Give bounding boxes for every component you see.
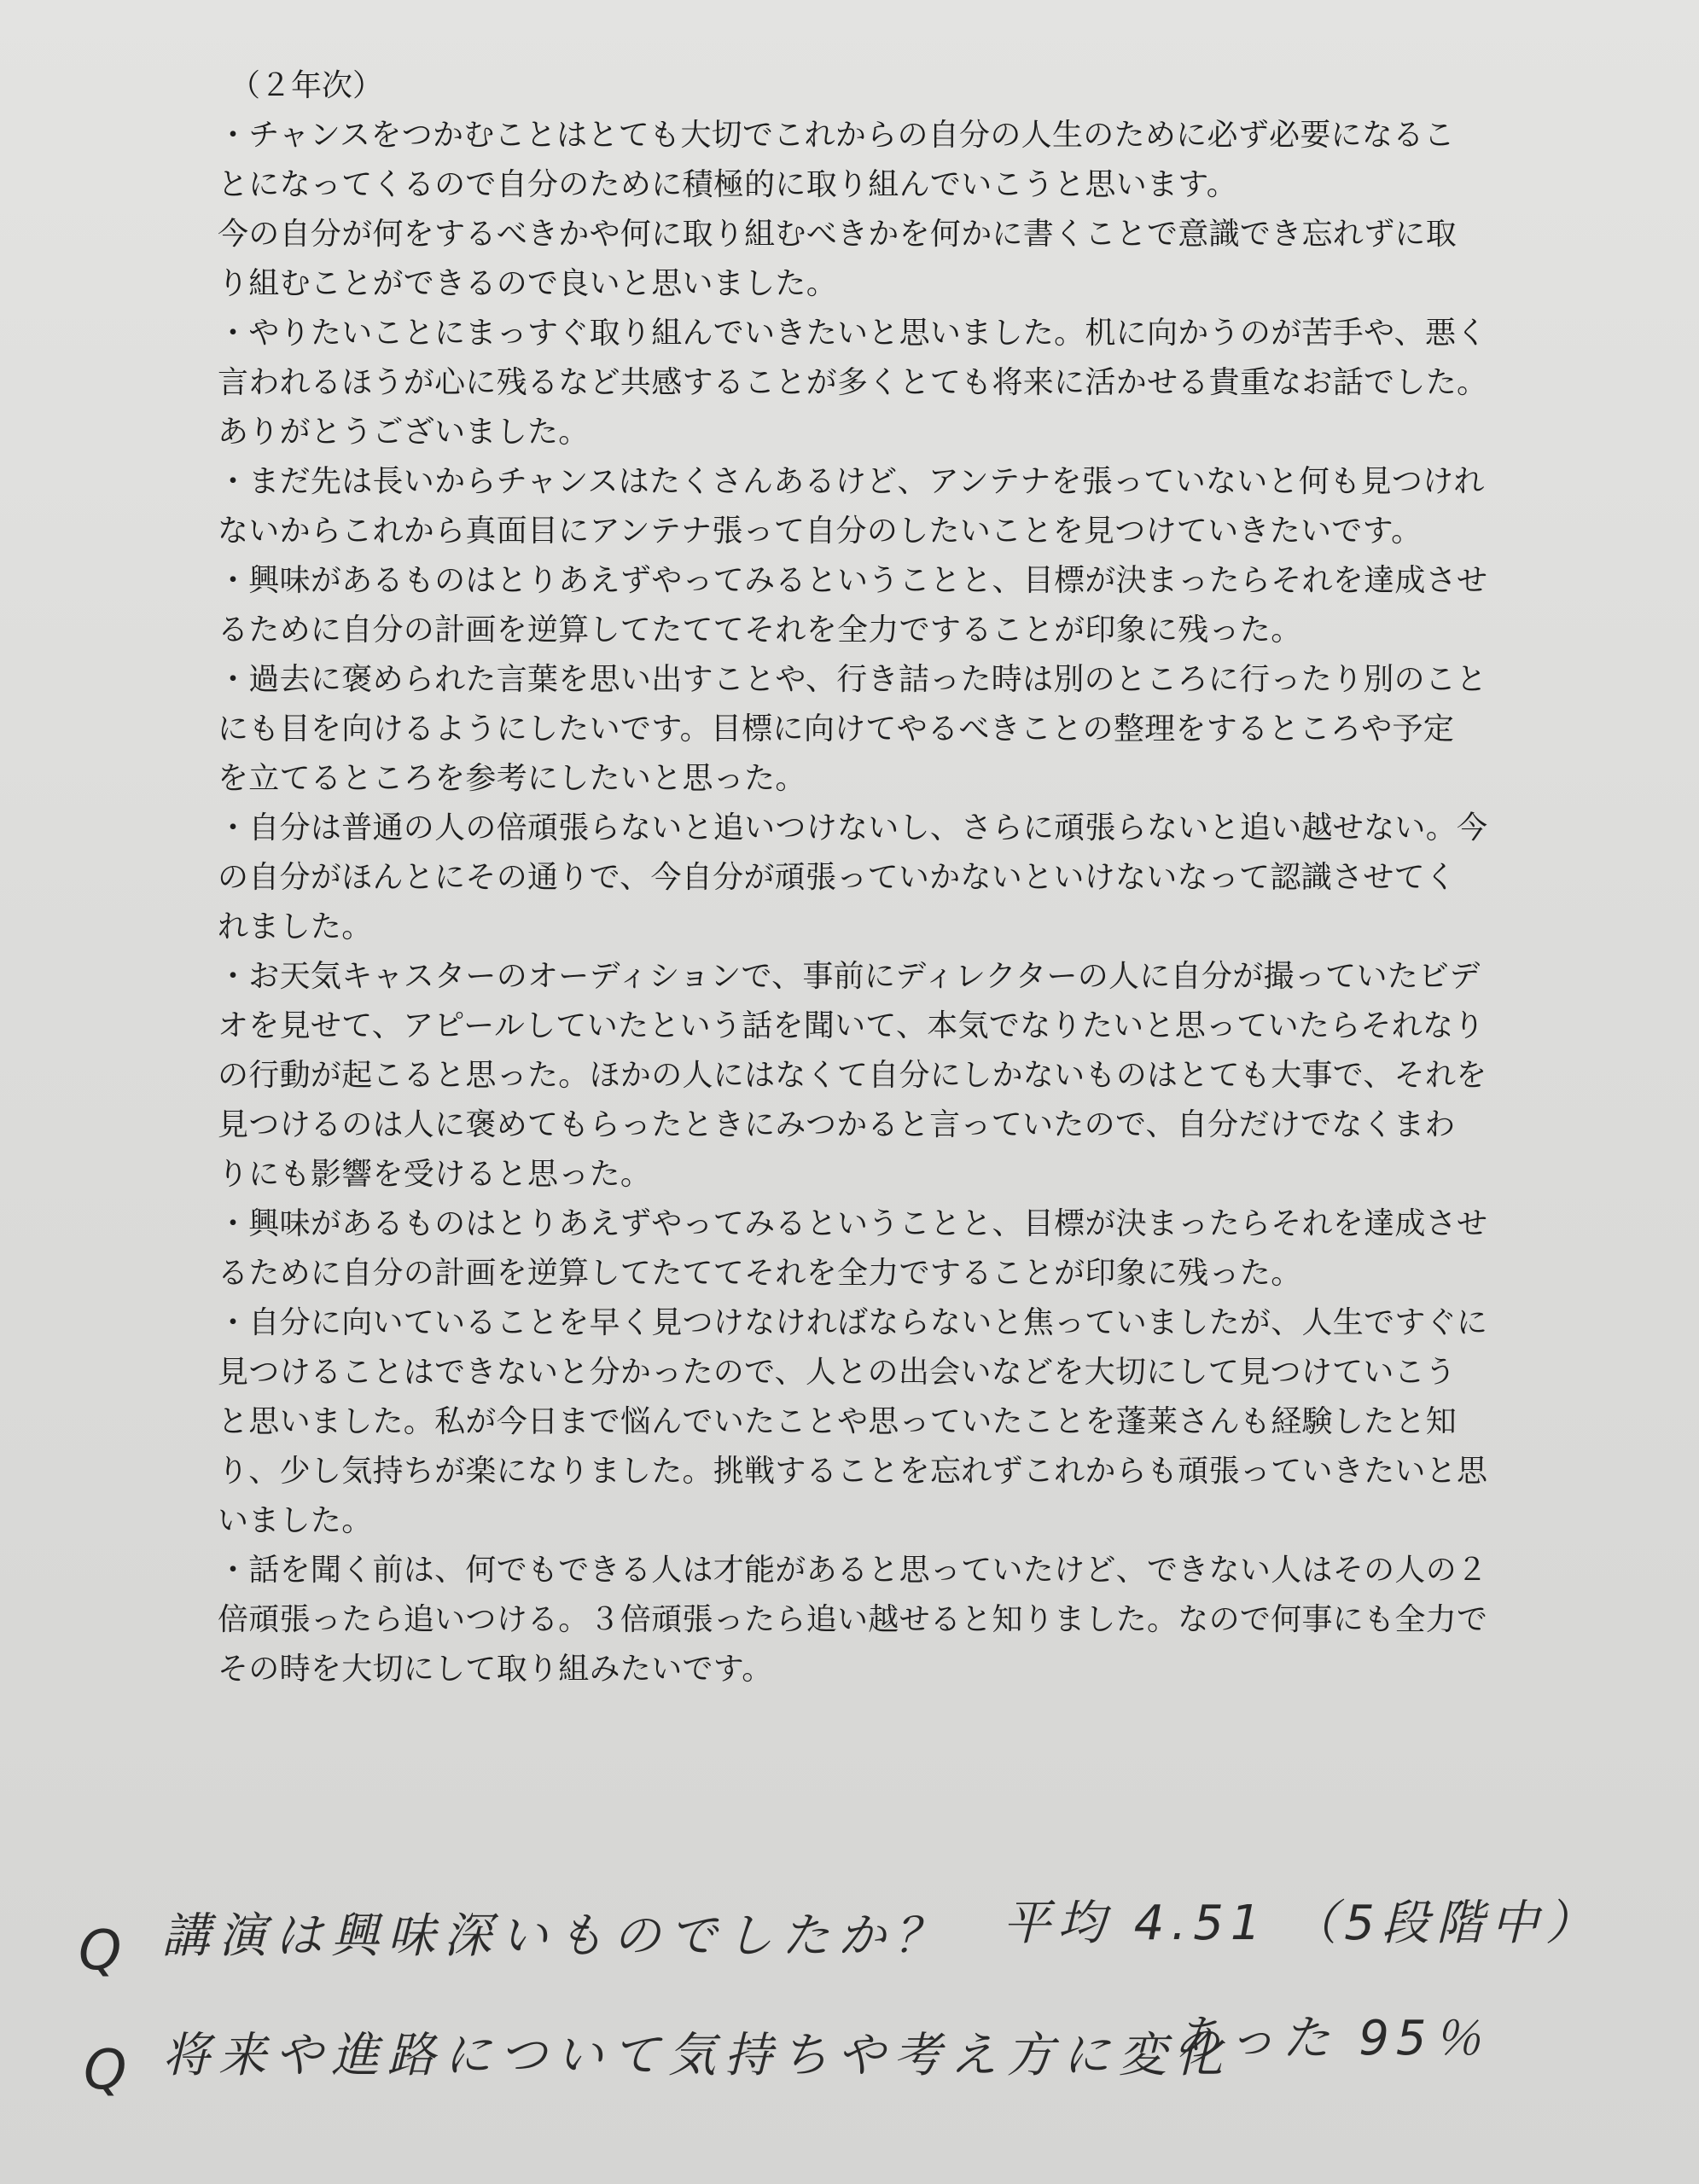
comment-line: を立てるところを参考にしたいと思った。: [218, 761, 806, 796]
section-heading: （２年次）: [230, 68, 384, 103]
comment-line: りにも影響を受けると思った。: [218, 1157, 652, 1192]
comment-line: にも目を向けるようにしたいです。目標に向けてやるべきことの整理をするところや予定: [218, 712, 1455, 746]
comment-line: り、少し気持ちが楽になりました。挑戦することを忘れずこれからも頑張っていきたいと思: [218, 1454, 1488, 1489]
comment-line: 今の自分が何をするべきかや何に取り組むべきかを何かに書くことで意識でき忘れずに取: [218, 217, 1457, 252]
handwritten-q1-mark: Q: [79, 1920, 122, 1983]
comment-line: るために自分の計画を逆算してたててそれを全力ですることが印象に残った。: [218, 1256, 1302, 1291]
comment-line: ・過去に褒められた言葉を思い出すことや、行き詰った時は別のところに行ったり別のこと: [218, 662, 1487, 697]
comment-line: 見つけることはできないと分かったので、人との出会いなどを大切にして見つけていこう: [218, 1355, 1457, 1390]
comment-line: 倍頑張ったら追いつける。３倍頑張ったら追い越せると知りました。なので何事にも全力で: [218, 1602, 1488, 1637]
comment-line: り組むことができるので良いと思いました。: [218, 266, 838, 301]
comment-line: とになってくるので自分のために積極的に取り組んでいこうと思います。: [218, 167, 1238, 202]
comment-line: ・話を聞く前は、何でもできる人は才能があると思っていたけど、できない人はその人の２: [218, 1553, 1488, 1588]
comment-line: オを見せて、アピールしていたという話を聞いて、本気でなりたいと思っていたらそれなり: [218, 1008, 1485, 1043]
comment-line: ・チャンスをつかむことはとても大切でこれからの自分の人生のために必ず必要になるこ: [218, 118, 1455, 153]
comment-line: の行動が起こると思った。ほかの人にはなくて自分にしかないものはとても大事で、それを: [218, 1058, 1487, 1093]
comment-line: 言われるほうが心に残るなど共感することが多くとても将来に活かせる貴重なお話でした。: [218, 365, 1488, 400]
comment-line: 見つけるのは人に褒めてもらったときにみつかると言っていたので、自分だけでなくまわ: [218, 1107, 1456, 1142]
comment-line: ・自分は普通の人の倍頑張らないと追いつけないし、さらに頑張らないと追い越せない。今: [218, 810, 1488, 845]
handwritten-q2-question: 将来や進路について気持ちや考え方に変化: [162, 2028, 1231, 2083]
comment-line: の自分がほんとにその通りで、今自分が頑張っていかないといけないなって認識させてく: [218, 860, 1457, 895]
handwritten-q2-mark: Q: [84, 2039, 127, 2102]
comment-line: ないからこれから真面目にアンテナ張って自分のしたいことを見つけていきたいです。: [218, 514, 1423, 549]
handwritten-q1-question: 講演は興味深いものでしたか？: [162, 1908, 951, 1964]
comment-line: ・やりたいことにまっすぐ取り組んでいきたいと思いました。机に向かうのが苦手や、悪く: [218, 316, 1487, 351]
comment-line: るために自分の計画を逆算してたててそれを全力ですることが印象に残った。: [218, 613, 1302, 648]
comment-line: その時を大切にして取り組みたいです。: [218, 1652, 773, 1687]
handwritten-q1-answer: 平均 4.51 （5段階中）: [1003, 1896, 1600, 1951]
comment-line: ありがとうございました。: [218, 415, 590, 450]
comment-line: ・まだ先は長いからチャンスはたくさんあるけど、アンテナを張っていないと何も見つけれ: [218, 464, 1485, 499]
comment-line: ・お天気キャスターのオーディションで、事前にディレクターの人に自分が撮っていたビデ: [218, 959, 1481, 994]
comment-line: ・興味があるものはとりあえずやってみるということと、目標が決まったらそれを達成させ: [218, 563, 1488, 598]
printed-comments: [218, 61, 1515, 1694]
comment-line: れました。: [218, 909, 373, 944]
comment-line: ・自分に向いていることを早く見つけなければならないと焦っていましたが、人生ですぐに: [218, 1305, 1488, 1340]
comment-line: と思いました。私が今日まで悩んでいたことや思っていたことを蓬莱さんも経験したと知: [218, 1404, 1458, 1439]
comment-line: いました。: [218, 1503, 373, 1538]
handwritten-q2-answer: あった 95％: [1173, 2011, 1488, 2066]
comment-line: ・興味があるものはとりあえずやってみるということと、目標が決まったらそれを達成させ: [218, 1206, 1488, 1241]
